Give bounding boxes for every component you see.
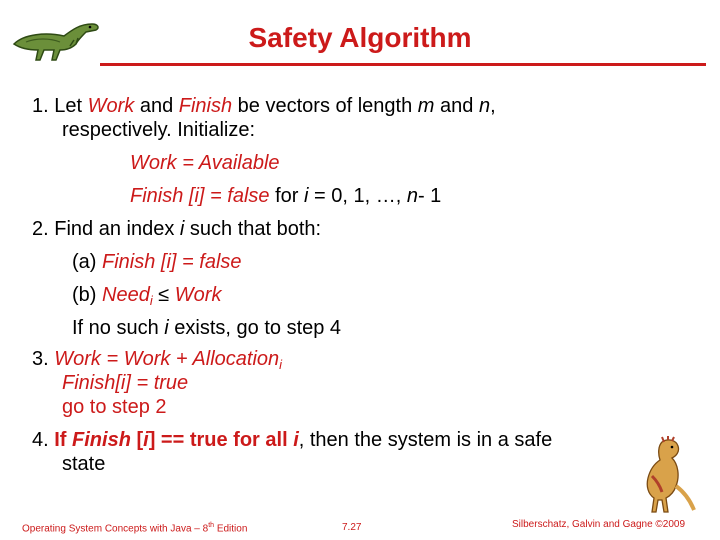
line-13: state — [62, 453, 106, 475]
slide-title: Safety Algorithm — [248, 22, 472, 53]
line-12: 4. If Finish [i] == true for all i, then the system is in a safe — [32, 429, 553, 451]
line-2: respectively. Initialize: — [62, 119, 256, 141]
line-6: (a) Finish [i] = false — [72, 251, 242, 273]
line-7: (b) Need$_i$ ≤ Work — [72, 284, 222, 308]
line-4: Finish [i] = false for i = 0, 1, …, n- 1 — [130, 185, 442, 207]
footer-authors: Silberschatz, Galvin and Gagne ©2009 — [512, 519, 686, 530]
line-3: Work = Available — [130, 152, 280, 174]
line-5: 2. Find an index i such that both: — [32, 218, 322, 240]
line-11: go to step 2 — [62, 396, 167, 418]
footer-course: Operating System Concepts with Java – 8th Edition — [22, 522, 248, 535]
footer-page-number: 7.27 — [342, 522, 362, 533]
title-underline — [100, 63, 706, 66]
dinosaur-bottom-right-icon — [632, 436, 696, 518]
line-10: Finish[i] = true — [62, 372, 189, 394]
line-1: 1. Let Work and Finish be vectors of length m and n, — [32, 95, 496, 117]
line-9: 3. Work = Work + Allocation$_i$ — [32, 348, 283, 372]
line-8: If no such i exists, go to step 4 — [72, 317, 342, 339]
